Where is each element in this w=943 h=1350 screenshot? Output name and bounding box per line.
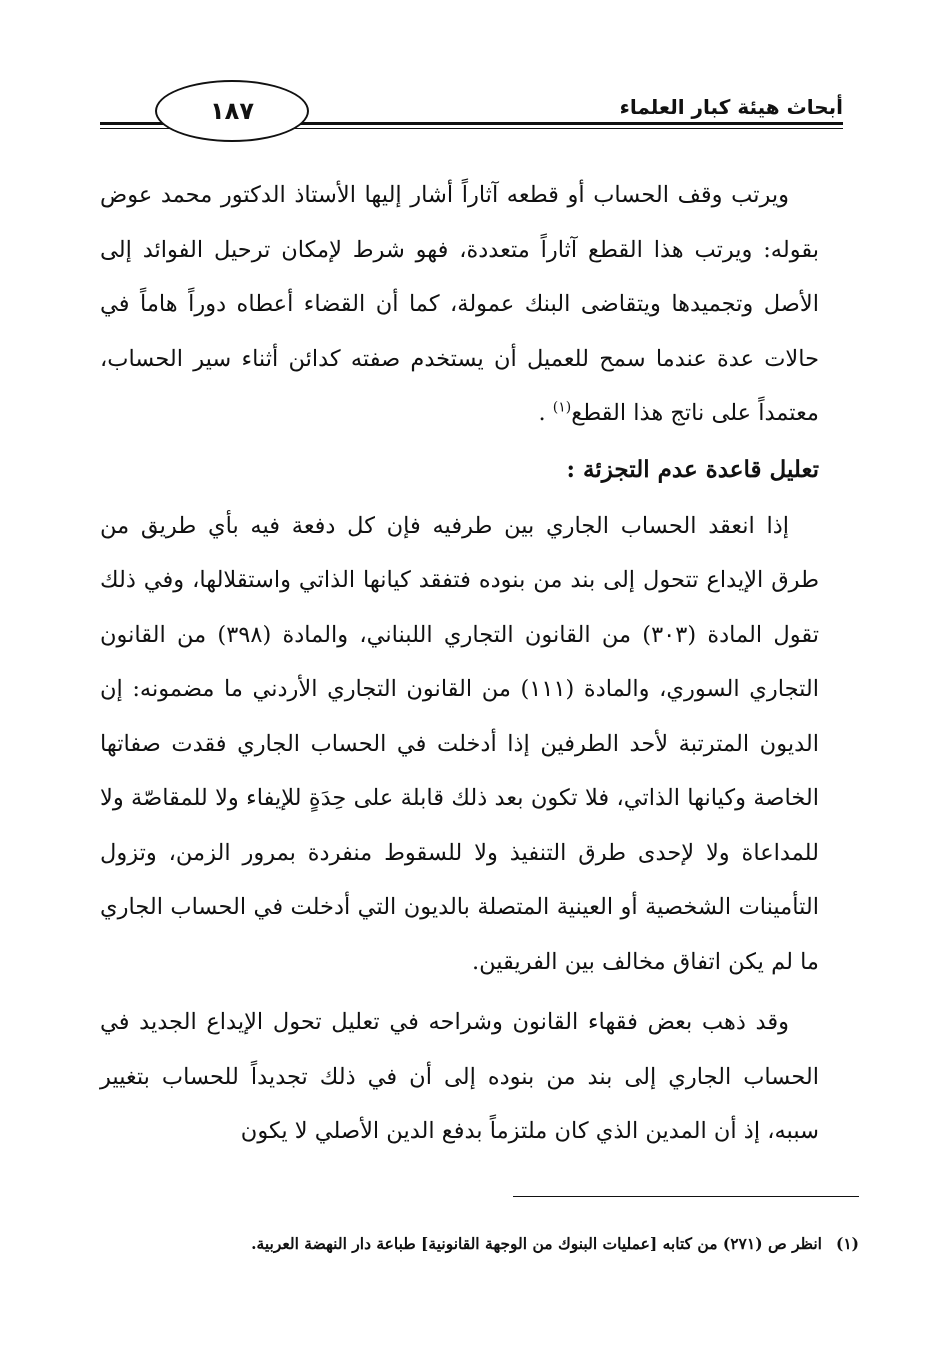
footnote-number: (١) (835, 1234, 859, 1253)
footnote-rule (513, 1196, 859, 1197)
footnote-marker: (١) (552, 399, 572, 416)
paragraph-1-text: ويرتب وقف الحساب أو قطعه آثاراً أشار إليها الأستاذ الدكتور محمد عوض بقوله: ويرتب هذا القطع آثاراً متعددة، فهو شرط لإمكان ترحيل الفوائد إلى الأصل وتجميدها ويتقاضى البنك عمولة، كما أن القضاء أعطاه دوراً هاماً في حالات عدة عندما سمح للعميل أن يستخدم صفته كدائن أثناء سير الحساب، معتمداً على ناتج هذا القطع (100, 182, 819, 426)
paragraph-1-end: . (538, 400, 553, 426)
section-heading: تعليل قاعدة عدم التجزئة : (566, 455, 819, 483)
running-title: أبحاث هيئة كبار العلماء (619, 95, 843, 119)
paragraph-3: وقد ذهب بعض فقهاء القانون وشراحه في تعليل تحول الإيداع الجديد في الحساب الجاري إلى بند من بنوده إلى أن في ذلك تجديداً للحساب بتغيير سببه، إذ أن المدين الذي كان ملتزماً بدفع الدين الأصلي لا يكون (100, 1009, 819, 1144)
footnote-text: انظر ص (٢٧١) من كتابه [عمليات البنوك من الوجهة القانونية] طباعة دار النهضة العربية. (251, 1234, 822, 1253)
body-text (100, 168, 819, 1159)
paragraph-1 (100, 168, 819, 441)
page-header (100, 78, 843, 148)
page-number: ١٨٧ (155, 80, 309, 142)
paragraph-2: إذا انعقد الحساب الجاري بين طرفيه فإن كل دفعة فيه بأي طريق من طرق الإيداع تتحول إلى بند من بنوده فتفقد كيانها الذاتي واستقلالها، وفي ذلك تقول المادة (٣٠٣) من القانون التجاري اللبناني، والمادة (٣٩٨) من القانون التجاري السوري، والمادة (١١١) من القانون التجاري الأردني ما مضمونه: إن الديون المترتبة لأحد الطرفين إذا أدخلت في الحساب الجاري فقدت صفاتها الخاصة وكيانها الذاتي، فلا تكون بعد ذلك قابلة على حِدَةٍ للإيفاء ولا للمقاصّة ولا للمداعاة ولا لإحدى طرق التنفيذ ولا للسقوط منفردة بمرور الزمن، وتزول التأمينات الشخصية أو العينية المتصلة بالديون التي أدخلت في الحساب الجاري ما لم يكن اتفاق مخالف بين الفريقين. (100, 512, 819, 975)
footnote (100, 1232, 859, 1256)
